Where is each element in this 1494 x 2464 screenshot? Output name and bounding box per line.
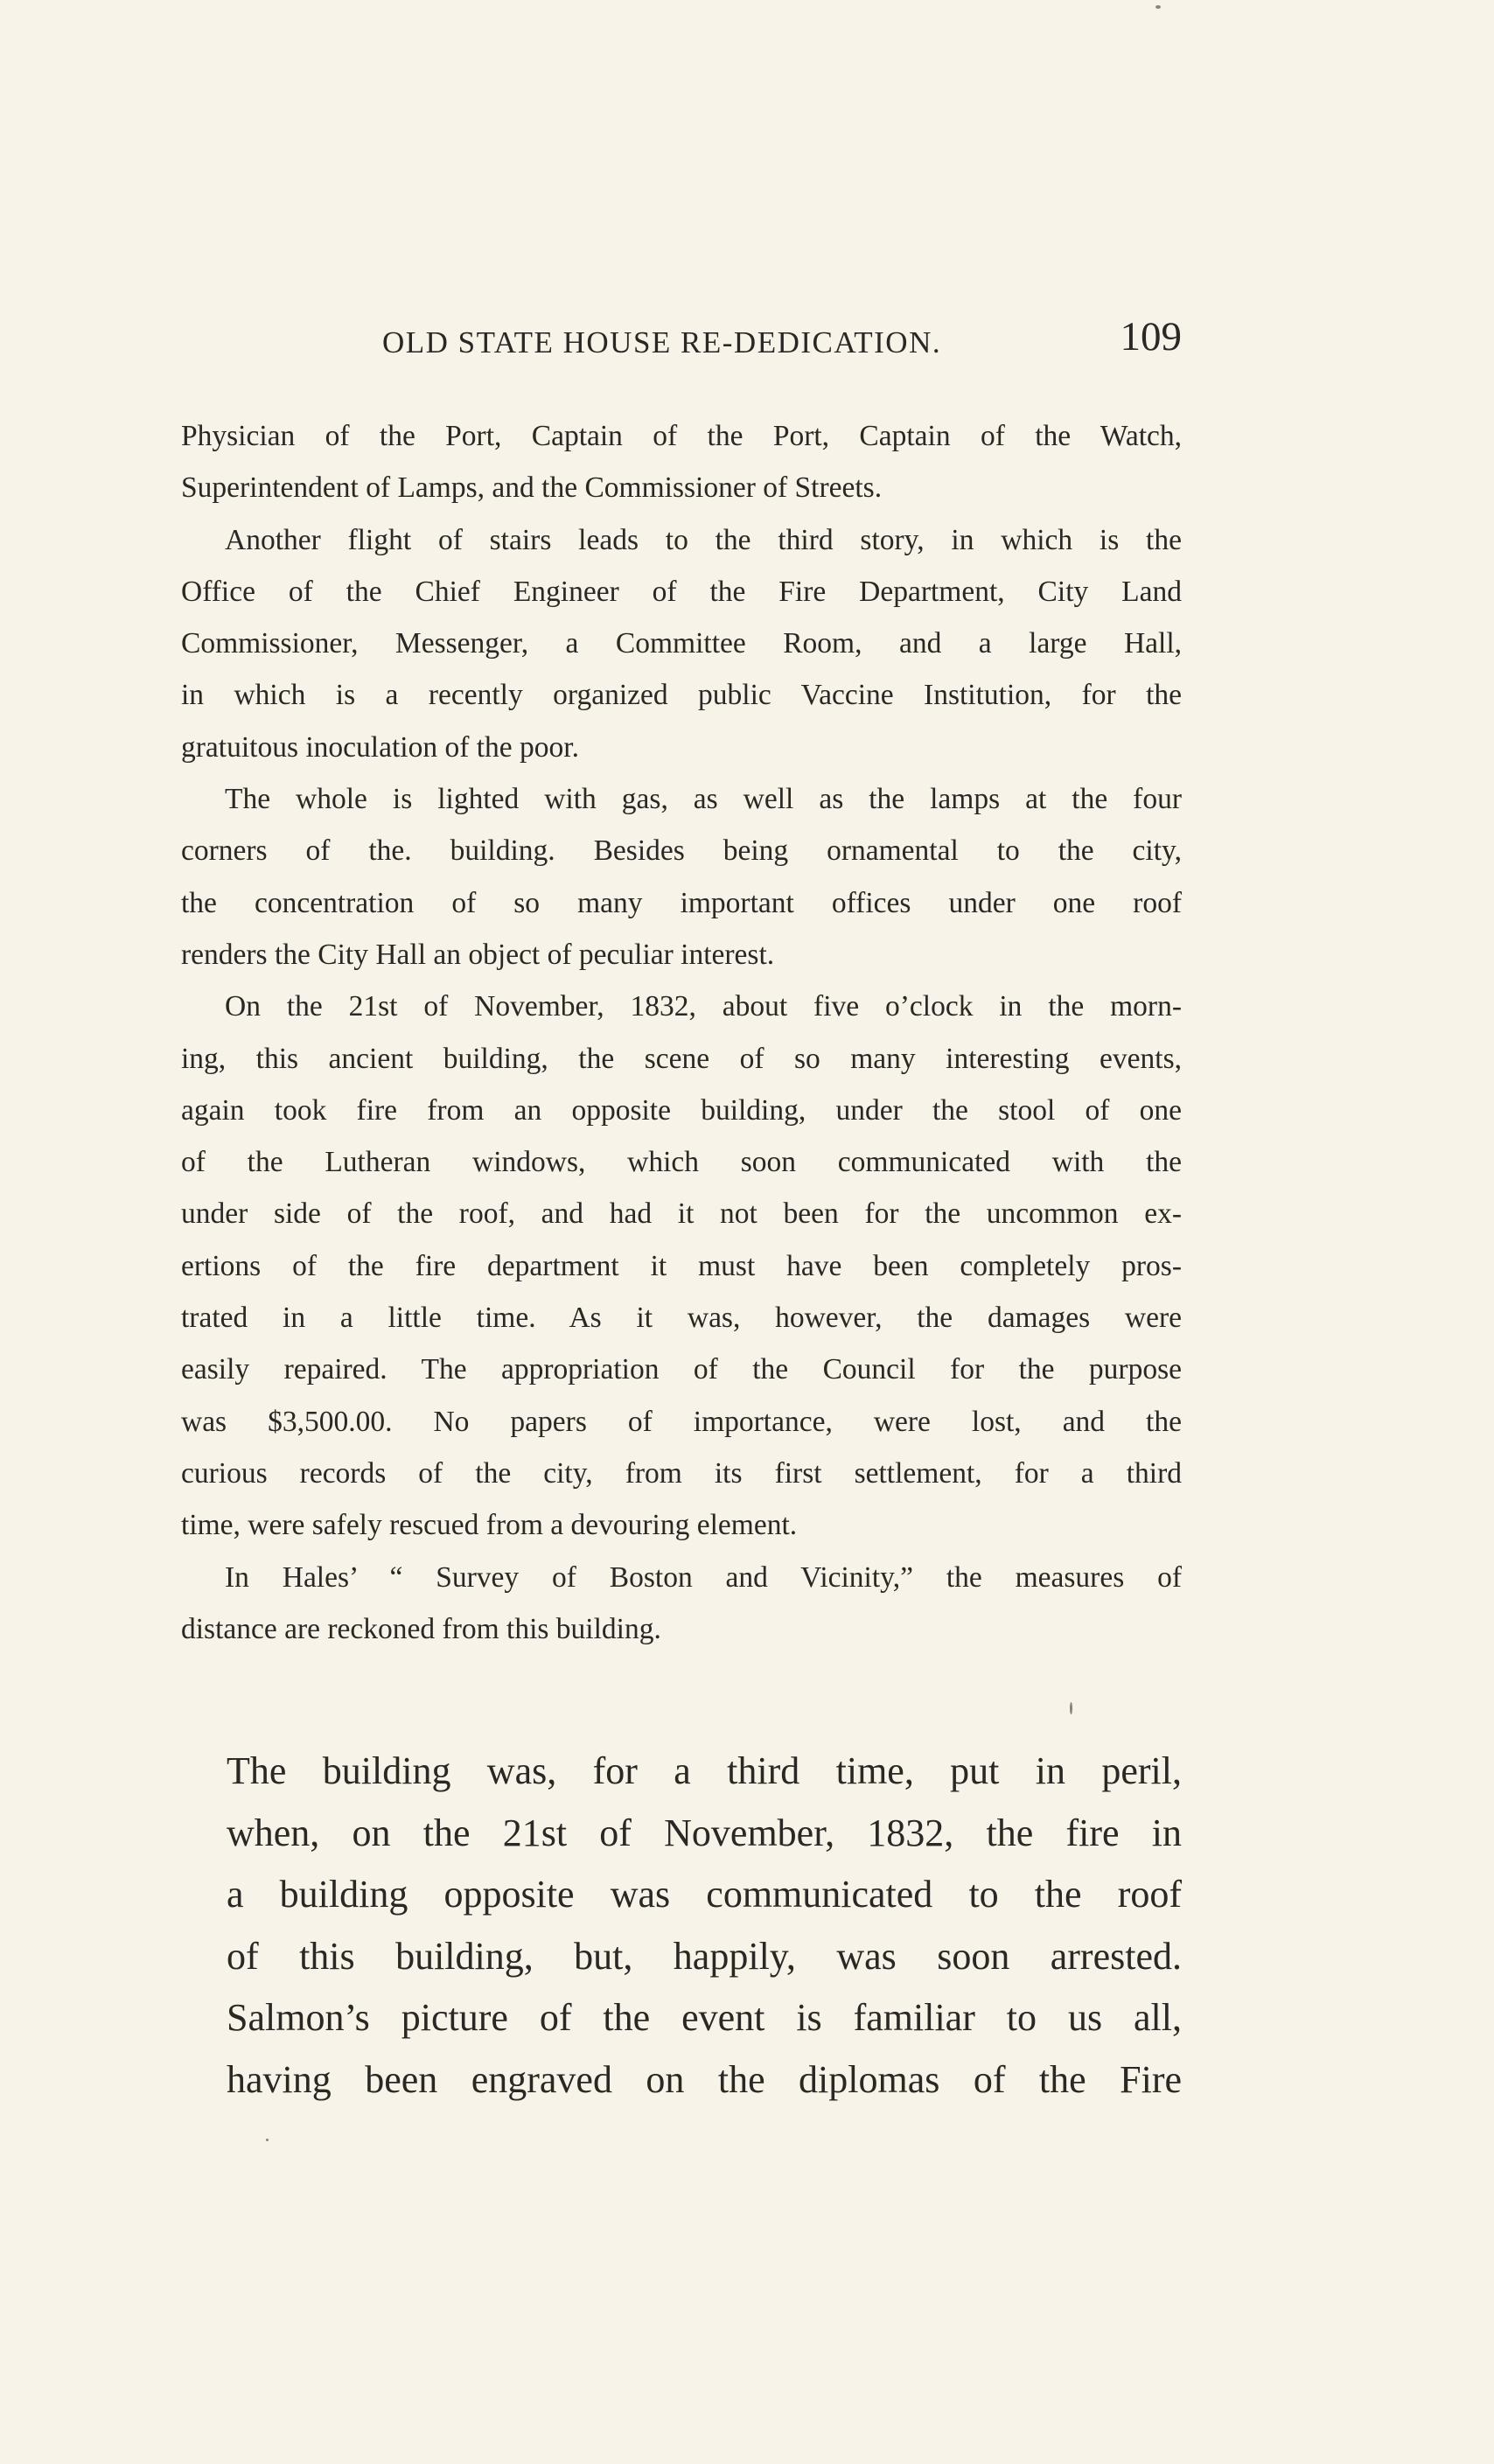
body-line: On the 21st of November, 1832, about five o’clock in the morn- [225, 990, 1182, 1023]
running-head: OLD STATE HOUSE RE-DEDICATION. [382, 325, 942, 359]
inserted-line: when, on the 21st of November, 1832, the fire in [227, 1811, 1182, 1854]
body-line: again took fire from an opposite building, under the stool of one [181, 1093, 1182, 1127]
body-line: Physician of the Port, Captain of the Port, Captain of the Watch, [181, 420, 1182, 452]
paper-speck [266, 2139, 269, 2141]
body-line: curious records of the city, from its first settlement, for a third [181, 1456, 1182, 1490]
body-line: under side of the roof, and had it not been for the uncommon ex- [181, 1197, 1182, 1231]
inserted-line: Salmon’s picture of the event is familiar to us all, [227, 1996, 1182, 2039]
inserted-line: a building opposite was communicated to the roof [227, 1873, 1182, 1916]
page-header [181, 314, 1182, 378]
page-number: 109 [1120, 314, 1182, 359]
body-line: Superintendent of Lamps, and the Commissioner of Streets. [181, 471, 883, 505]
body-line: of the Lutheran windows, which soon communicated with the [181, 1146, 1182, 1179]
body-line: renders the City Hall an object of peculiar interest. [181, 938, 775, 971]
body-line: ing, this ancient building, the scene of so many interesting events, [181, 1042, 1182, 1075]
paper-speck [1070, 1702, 1072, 1714]
body-line: ertions of the fire department it must have been completely pros- [181, 1249, 1182, 1282]
body-text [181, 410, 1182, 1655]
body-line: time, were safely rescued from a devouring element. [181, 1509, 798, 1542]
body-line: was $3,500.00. No papers of importance, were lost, and the [181, 1405, 1182, 1438]
body-line: trated in a little time. As it was, however, the damages were [181, 1302, 1182, 1335]
inserted-text [181, 1741, 1182, 2111]
body-line: gratuitous inoculation of the poor. [181, 730, 579, 764]
body-line: Commissioner, Messenger, a Committee Room, and a large Hall, [181, 627, 1182, 660]
body-line: Office of the Chief Engineer of the Fire Department, City Land [181, 575, 1182, 608]
body-line: easily repaired. The appropriation of the Council for the purpose [181, 1353, 1182, 1386]
body-line: The whole is lighted with gas, as well as the lamps at the four [225, 783, 1182, 816]
body-line: distance are reckoned from this building. [181, 1612, 661, 1645]
inserted-line: having been engraved on the diplomas of the Fire [227, 2057, 1182, 2101]
body-line: Another flight of stairs leads to the third story, in which is the [225, 523, 1182, 556]
body-line: corners of the. building. Besides being ornamental to the city, [181, 834, 1182, 868]
inserted-line: The building was, for a third time, put in peril, [227, 1749, 1182, 1792]
body-line: the concentration of so many important offices under one roof [181, 886, 1182, 919]
inserted-line: of this building, but, happily, was soon arrested. [227, 1934, 1182, 1978]
body-line: in which is a recently organized public Vaccine Institution, for the [181, 679, 1182, 712]
paper-speck [1155, 5, 1161, 9]
body-line: In Hales’ “ Survey of Boston and Vicinity,” the measures of [225, 1560, 1182, 1594]
